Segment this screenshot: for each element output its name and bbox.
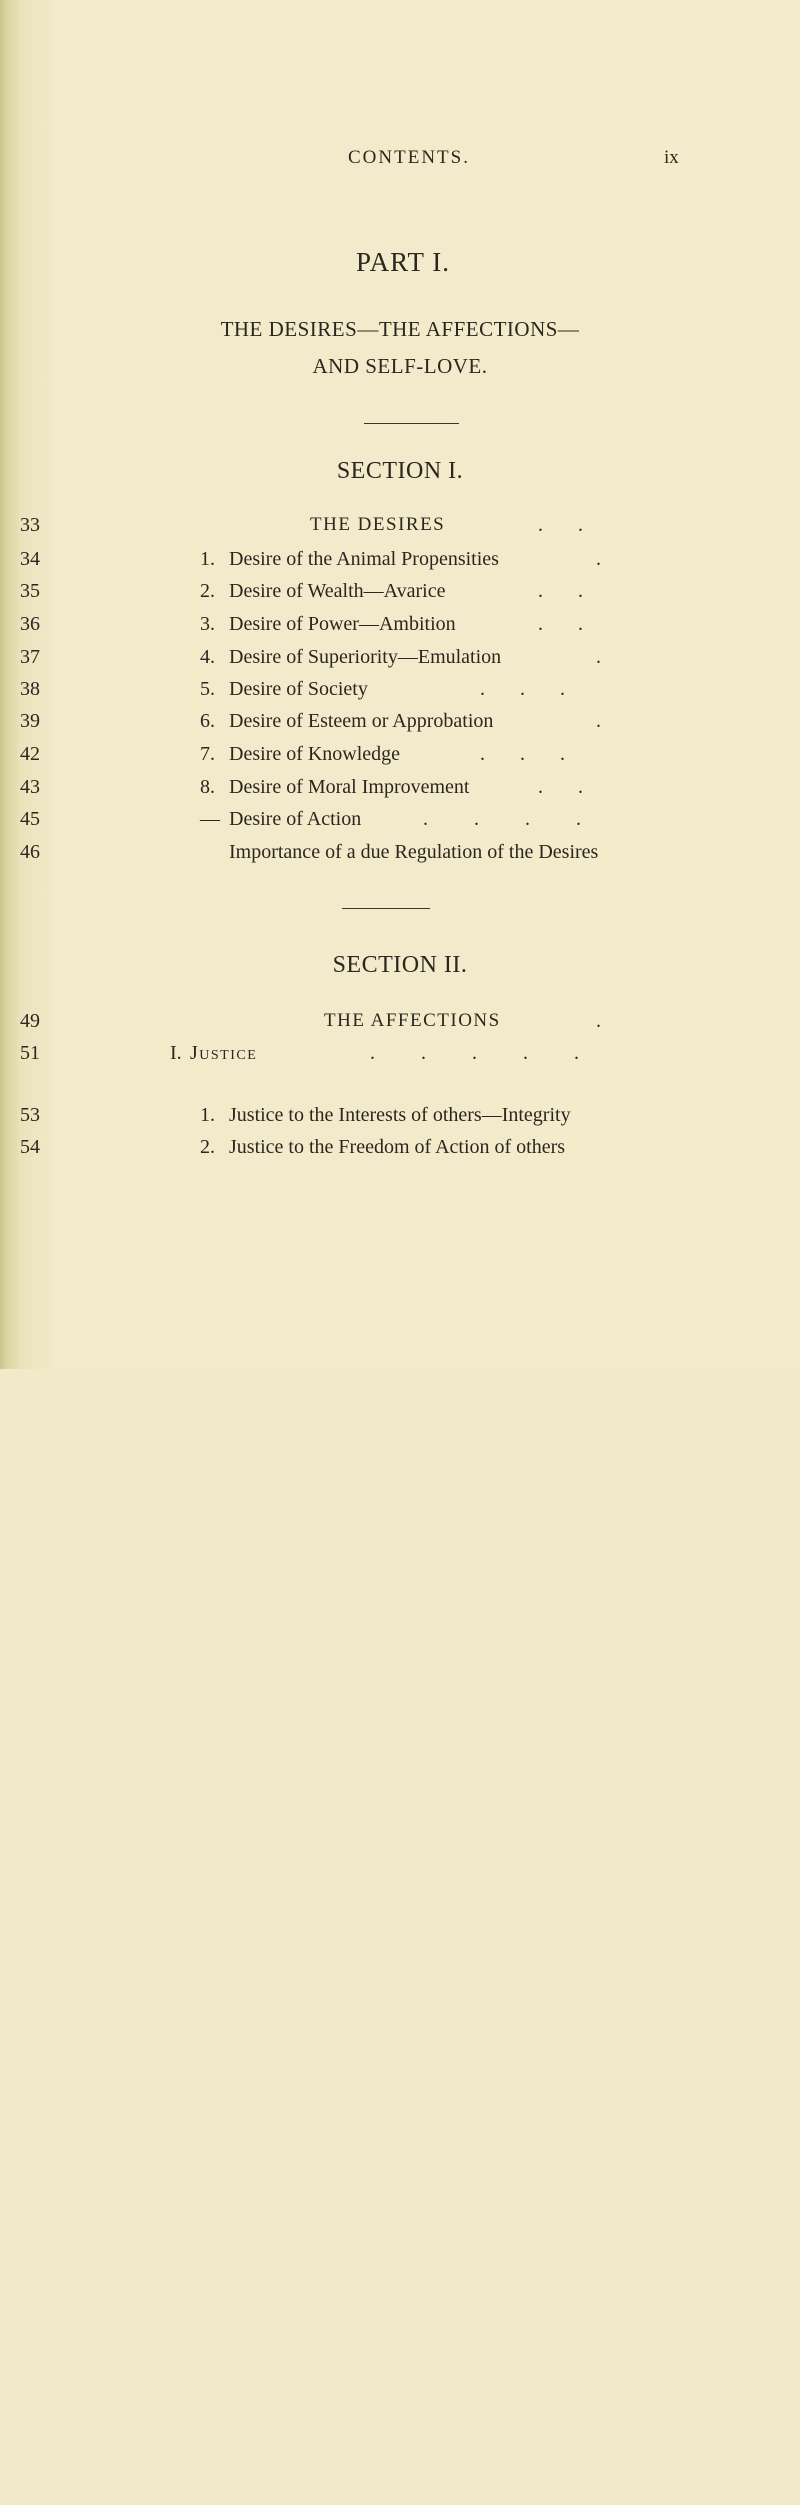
toc-entry [0,1136,800,1166]
entry-number: 3. [200,613,215,635]
leader-dots: . . . . [423,808,581,830]
toc-entry [0,1104,800,1134]
leader-dots: . [596,1010,601,1032]
part-subtitle-line2: AND SELF-LOVE. [312,354,488,378]
page-number: 43 [20,776,40,798]
running-head [0,147,800,177]
section2-heading: SECTION II. [332,952,468,978]
leader-dots: . [596,548,601,570]
divider-rule [364,423,459,424]
page-number: 35 [20,580,40,602]
divider-rule [342,908,430,909]
page-number: 49 [20,1010,40,1032]
page-number: 34 [20,548,40,570]
toc-entry [0,1042,800,1072]
toc-entry [0,710,800,740]
page-number: 46 [20,841,40,863]
section1-topic-label: THE DESIRES [310,514,446,535]
entry-label: Desire of Knowledge [229,743,401,765]
leader-dots: . . [538,514,583,536]
page-number: 42 [20,743,40,765]
entry-number: 6. [200,710,215,732]
entry-label: Desire of Action [229,808,362,830]
entry-number: 2. [200,580,215,602]
section2-topic-label: THE AFFECTIONS [324,1010,501,1031]
page-number: 38 [20,678,40,700]
entry-label: Importance of a due Regulation of the Desires [229,841,599,863]
leader-dots: . . . . . [370,1042,579,1064]
entry-label: Justice [190,1042,258,1064]
page-number: 36 [20,613,40,635]
entry-label: Desire of Esteem or Approbation [229,710,494,732]
page-number: 45 [20,808,40,830]
entry-label: Desire of Moral Improvement [229,776,470,798]
part-subtitle-line1: THE DESIRES—THE AFFECTIONS— [220,317,580,341]
toc-entry [0,776,800,806]
leader-dots: . [596,646,601,668]
toc-entry [0,743,800,773]
entry-label: Desire of Power—Ambition [229,613,456,635]
section1-topic-row [0,514,800,544]
entry-number: 4. [200,646,215,668]
page-number: 53 [20,1104,40,1126]
page-number: 54 [20,1136,40,1158]
leader-dots: . [596,710,601,732]
entry-number: 7. [200,743,215,765]
toc-entry [0,678,800,708]
toc-entry [0,646,800,676]
leader-dots: . . . [480,743,565,765]
page-number: 37 [20,646,40,668]
toc-entry [0,580,800,610]
entry-number: 2. [200,1136,215,1158]
page-number: 33 [20,514,40,536]
leader-dots: . . . [480,678,565,700]
toc-entry [0,548,800,578]
page-number: 51 [20,1042,40,1064]
entry-label: Desire of Superiority—Emulation [229,646,502,668]
entry-label: Desire of Wealth—Avarice [229,580,446,602]
entry-number: 5. [200,678,215,700]
running-head-page-number: ix [664,147,679,168]
entry-number: 1. [200,1104,215,1126]
leader-dots: . . [538,580,583,602]
part-title: PART I. [356,247,450,277]
entry-number: — [200,808,220,830]
running-head-title: CONTENTS. [348,147,470,168]
entry-label: Desire of Society [229,678,368,700]
section2-topic-row [0,1010,800,1040]
entry-label: Justice to the Freedom of Action of others [229,1136,566,1158]
entry-label: Justice to the Interests of others—Integrity [229,1104,571,1126]
entry-number: I. [170,1042,182,1064]
entry-number: 1. [200,548,215,570]
page-number: 39 [20,710,40,732]
toc-entry [0,613,800,643]
entry-number: 8. [200,776,215,798]
toc-entry [0,808,800,838]
section1-heading: SECTION I. [336,458,464,484]
entry-label: Desire of the Animal Propensities [229,548,499,570]
leader-dots: . . [538,613,583,635]
toc-entry [0,841,800,871]
leader-dots: . . [538,776,583,798]
